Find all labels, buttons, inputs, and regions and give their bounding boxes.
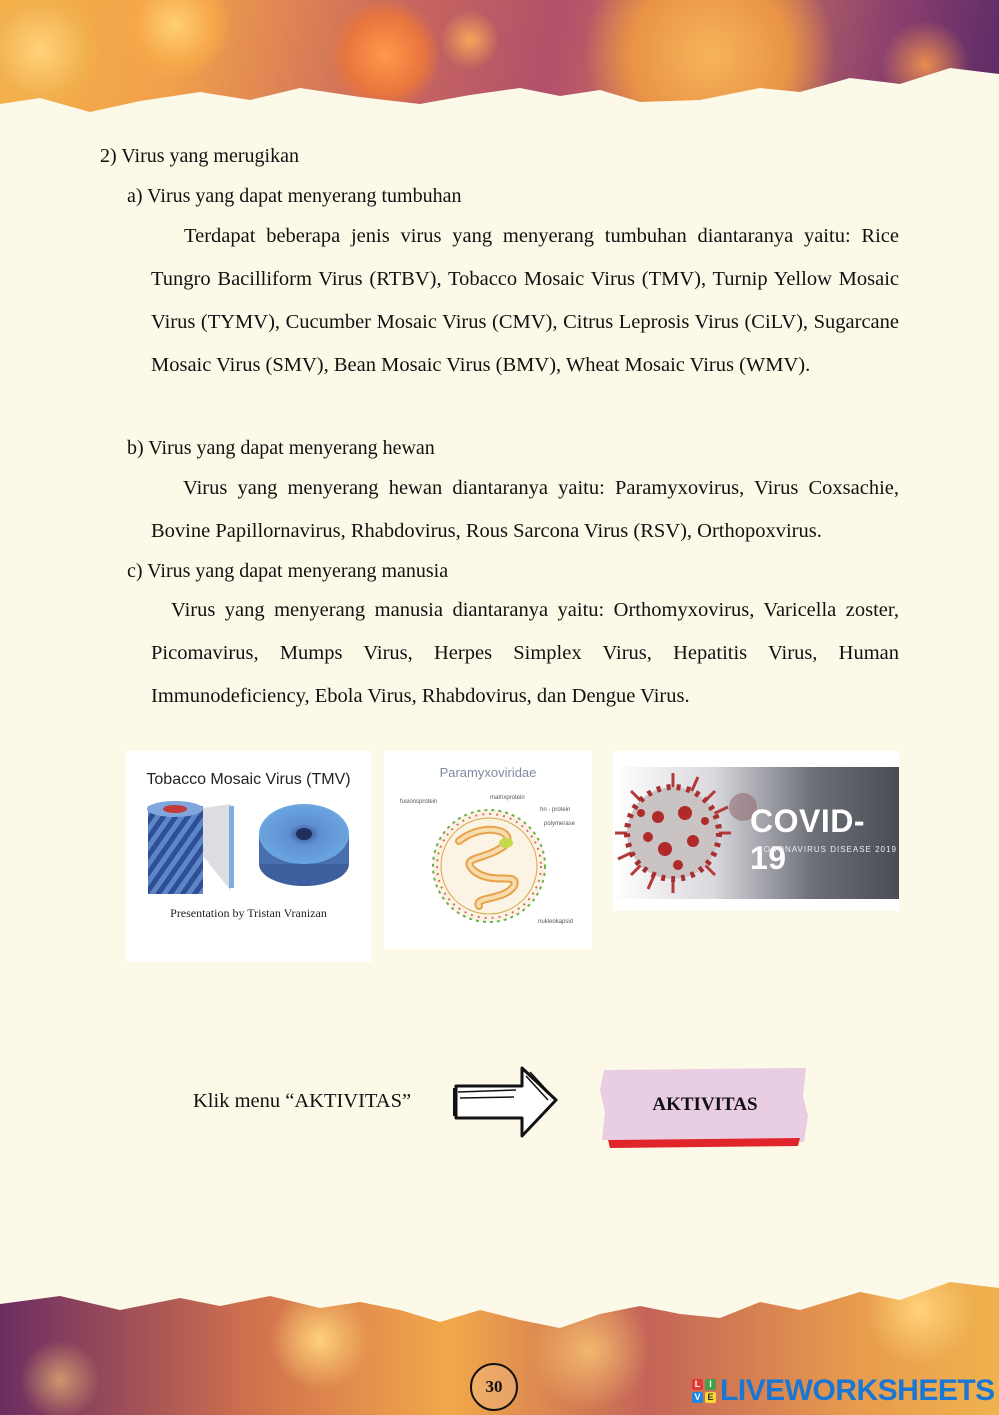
tmv-image-title: Tobacco Mosaic Virus (TMV) xyxy=(146,771,351,788)
activity-instruction: Klik menu “AKTIVITAS” xyxy=(193,1090,412,1112)
arrow-right-icon xyxy=(452,1064,560,1140)
coronavirus-particle-icon xyxy=(613,767,763,899)
label-matrixprotein: matrixprotein xyxy=(490,795,525,801)
subheading-human-viruses: c) Virus yang dapat menyerang manusia xyxy=(127,560,449,582)
label-hn-protein: hn - protein xyxy=(540,807,571,813)
page-number-badge: 30 xyxy=(470,1363,518,1411)
section-heading-harmful-viruses: 2) Virus yang merugikan xyxy=(100,145,299,167)
subheading-plant-viruses: a) Virus yang dapat menyerang tumbuhan xyxy=(127,185,462,207)
liveworksheets-brand-text: LIVEWORKSHEETS xyxy=(720,1374,995,1407)
paragraph-human-viruses: Virus yang menyerang manusia diantaranya yaitu: Orthomyxovirus, Varicella zoster, Picomavirus, Mumps Virus, Herpes Simplex Virus, Hepatitis Virus, Human Immunodeficiency, Ebola Virus, Rhabdovirus, dan Dengue Virus. xyxy=(151,599,899,707)
paramyxoviridae-title: Paramyxoviridae xyxy=(439,765,537,780)
covid19-subtitle: CORONAVIRUS DISEASE 2019 xyxy=(757,845,897,854)
tmv-image xyxy=(126,751,371,962)
label-polymerase: polymerase xyxy=(544,821,576,827)
paragraph-animal-viruses: Virus yang menyerang hewan diantaranya yaitu: Paramyxovirus, Virus Coxsachie, Bovine Papillornavirus, Rhabdovirus, Rous Sarcona Virus (RSV), Orthopoxvirus. xyxy=(151,477,899,542)
aktivitas-button[interactable] xyxy=(600,1068,810,1148)
liveworksheets-brand[interactable] xyxy=(692,1373,995,1409)
paragraph-plant-viruses: Terdapat beberapa jenis virus yang menyerang tumbuhan diantaranya yaitu: Rice Tungro Bacilliform Virus (RTBV), Tobacco Mosaic Virus (TMV), Turnip Yellow Mosaic Virus (TYMV), Cucumber Mosaic Virus (CMV), Citrus Leprosis Virus (CiLV), Sugarcane Mosaic Virus (SMV), Bean Mosaic Virus (BMV), Wheat Mosaic Virus (WMV). xyxy=(151,225,899,376)
aktivitas-button-label: AKTIVITAS xyxy=(652,1094,758,1115)
tmv-image-caption: Presentation by Tristan Vranizan xyxy=(170,906,327,920)
tmv-structure-illustration xyxy=(126,796,371,906)
covid19-title: COVID-19 xyxy=(750,803,865,876)
subheading-animal-viruses: b) Virus yang dapat menyerang hewan xyxy=(127,437,435,459)
torn-paper-edge-top xyxy=(0,0,999,140)
label-nukleokapsid: nukleokapsid xyxy=(538,919,574,925)
paramyxoviridae-image xyxy=(384,751,592,949)
liveworksheets-logo-icon: L I V E xyxy=(692,1379,716,1403)
covid19-image xyxy=(613,751,899,911)
paramyxovirus-diagram xyxy=(424,801,554,931)
label-fusionsprotein: fusionsprotein xyxy=(400,799,438,805)
